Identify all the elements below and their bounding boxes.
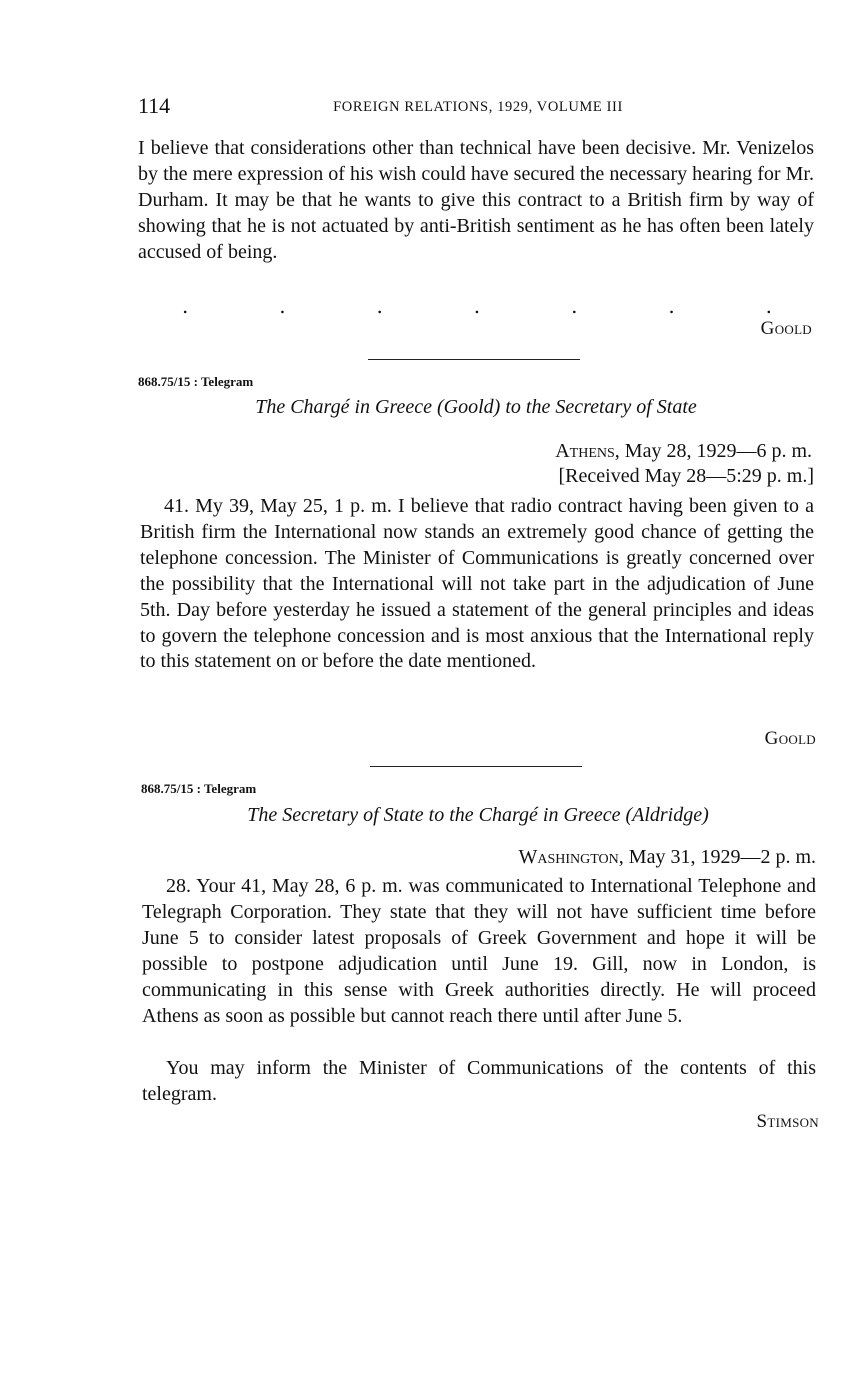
dateline-date: , May 28, 1929—6 p. m.: [614, 440, 812, 462]
section-divider: [368, 359, 580, 360]
document-title: The Chargé in Greece (Goold) to the Secretary of State: [255, 396, 697, 418]
page-header: [138, 93, 818, 121]
ellipsis-dot: .: [279, 294, 286, 318]
ellipsis-dot: .: [668, 294, 675, 318]
telegram-signature: Stimson: [756, 1111, 819, 1132]
ellipsis-dot: .: [473, 294, 481, 318]
telegram-paragraph: 41. My 39, May 25, 1 p. m. I believe that radio contract having been given to a British firm the International now stands an extremely good chance of getting the telephone concession. The Minister of Communications is greatly concerned over the possibility that the International will not take part in the adjudication of June 5th. Day before yesterday he issued a statement of the general principles and ideas to govern the telephone concession and is most anxious that the International reply to this statement on or before the date mentioned.: [140, 495, 814, 673]
ellipsis-dot: .: [376, 294, 383, 318]
running-title: FOREIGN RELATIONS, 1929, VOLUME III: [333, 99, 623, 115]
dateline-place: Washington: [518, 846, 619, 868]
ellipsis-row: [182, 294, 772, 318]
file-reference: 868.75/15 : Telegram: [138, 374, 254, 389]
dateline: [555, 440, 812, 463]
dateline-date: , May 31, 1929—2 p. m.: [618, 846, 816, 868]
received-line: [Received May 28—5:29 p. m.]: [558, 465, 814, 487]
dateline: [518, 846, 816, 869]
telegram-signature: Goold: [764, 728, 816, 749]
section-divider: [370, 766, 582, 767]
intro-paragraph: I believe that considerations other than technical have been decisive. Mr. Venizelos by the mere expression of his wish could have secured the necessary hearing for Mr. Durham. It may be that he wants to give this contract to a British firm by way of showing that he is not actuated by anti-British sentiment as he has often been lately accused of being.: [138, 137, 814, 263]
ellipsis-dot: .: [571, 294, 578, 318]
dateline-place: Athens: [555, 440, 615, 462]
ellipsis-dot: .: [765, 294, 772, 318]
page-number: 114: [138, 93, 171, 118]
telegram-paragraph: You may inform the Minister of Communications of the contents of this telegram.: [142, 1057, 816, 1105]
document-title: The Secretary of State to the Chargé in Greece (Aldridge): [247, 804, 709, 826]
ellipsis-dot: .: [182, 294, 189, 318]
intro-signature: Goold: [760, 318, 812, 339]
telegram-paragraph: 28. Your 41, May 28, 6 p. m. was communicated to International Telephone and Telegraph Corporation. They state that they will not have sufficient time before June 5 to consider latest proposals of Greek Government and hope it will be possible to postpone adjudication until June 19. Gill, now in London, is communicating in this sense with Greek authorities directly. He will proceed Athens as soon as possible but cannot reach there until after June 5.: [142, 875, 816, 1027]
file-reference: 868.75/15 : Telegram: [141, 781, 257, 796]
